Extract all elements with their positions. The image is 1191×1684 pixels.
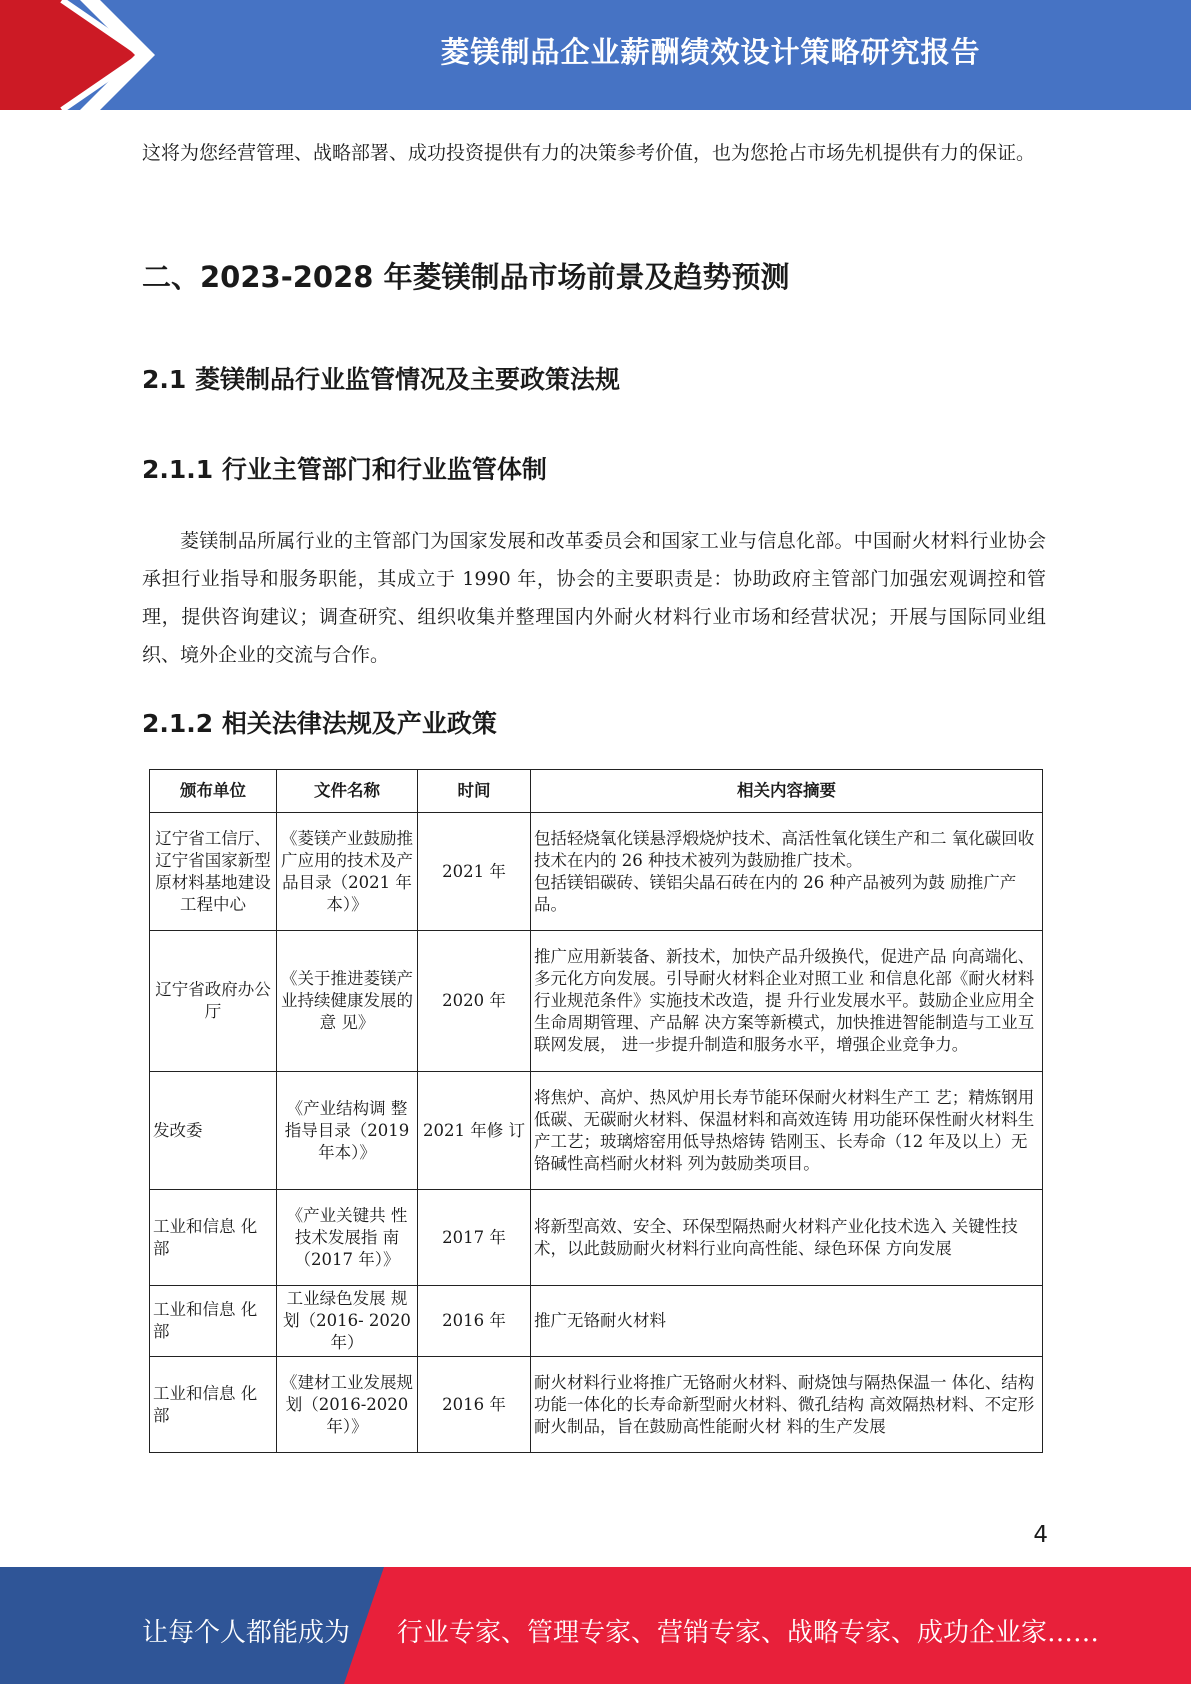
policy-table [149, 769, 1043, 1453]
cell-issuer: 工业和信息 化部 [150, 1357, 277, 1453]
intro-paragraph: 这将为您经营管理、战略部署、成功投资提供有力的决策参考价值，也为您抢占市场先机提供有力的保证。 [142, 142, 1036, 164]
table-row [150, 1357, 1043, 1453]
cell-document: 《关于推进菱镁产业持续健康发展的意 见》 [277, 931, 418, 1072]
cell-document: 《产业结构调 整指导目录（2019 年本）》 [277, 1072, 418, 1190]
footer-slogan-left: 让每个人都能成为 [142, 1618, 351, 1648]
cell-time: 2017 年 [418, 1190, 531, 1286]
section-2-1-2-heading: 2.1.2 相关法律法规及产业政策 [142, 709, 497, 738]
table-row [150, 1072, 1043, 1190]
column-header-summary: 相关内容摘要 [531, 770, 1043, 813]
column-header-issuer: 颁布单位 [150, 770, 277, 813]
cell-issuer: 工业和信息 化部 [150, 1286, 277, 1357]
cell-issuer: 发改委 [150, 1072, 277, 1190]
cell-summary: 推广应用新装备、新技术，加快产品升级换代，促进产品 向高端化、多元化方向发展。引导耐火材料企业对照工业 和信息化部《耐火材料行业规范条件》实施技术改造，提 升行业发展水平。鼓励企业应用全生命周期管理、产品解 决方案等新模式，加快推进智能制造与工业互联网发展， 进一步提升制造和服务水平，增强企业竞争力。 [531, 931, 1043, 1072]
table-row [150, 1286, 1043, 1357]
cell-summary: 耐火材料行业将推广无铬耐火材料、耐烧蚀与隔热保温一 体化、结构功能一体化的长寿命新型耐火材料、微孔结构 高效隔热材料、不定形耐火制品，旨在鼓励高性能耐火材 料的生产发展 [531, 1357, 1043, 1453]
cell-summary: 将新型高效、安全、环保型隔热耐火材料产业化技术选入 关键性技术，以此鼓励耐火材料行业向高性能、绿色环保 方向发展 [531, 1190, 1043, 1286]
page-header [0, 0, 1191, 110]
cell-document: 《菱镁产业鼓励推广应用的技术及产品目录（2021 年本）》 [277, 813, 418, 931]
cell-issuer: 工业和信息 化部 [150, 1190, 277, 1286]
column-header-time: 时间 [418, 770, 531, 813]
page-number: 4 [1033, 1522, 1048, 1548]
cell-document: 《建材工业发展规划（2016-2020 年）》 [277, 1357, 418, 1453]
footer-slogan-right: 行业专家、管理专家、营销专家、战略专家、成功企业家…… [397, 1618, 1100, 1648]
section-2-1-heading: 2.1 菱镁制品行业监管情况及主要政策法规 [142, 365, 620, 394]
table-header-row [150, 770, 1043, 813]
table-row [150, 813, 1043, 931]
cell-issuer: 辽宁省工信厅、辽宁省国家新型原材料基地建设工程中心 [150, 813, 277, 931]
cell-document: 工业绿色发展 规划（2016- 2020 年） [277, 1286, 418, 1357]
cell-time: 2021 年修 订 [418, 1072, 531, 1190]
section-2-1-1-heading: 2.1.1 行业主管部门和行业监管体制 [142, 455, 547, 484]
cell-summary: 包括轻烧氧化镁悬浮煅烧炉技术、高活性氧化镁生产和二 氧化碳回收技术在内的 26 种技术被列为鼓励推广技术。 包括镁铝碳砖、镁铝尖晶石砖在内的 26 种产品被列为鼓 励推广产品。 [531, 813, 1043, 931]
cell-issuer: 辽宁省政府办公厅 [150, 931, 277, 1072]
cell-time: 2016 年 [418, 1357, 531, 1453]
section-2-1-1-body: 菱镁制品所属行业的主管部门为国家发展和改革委员会和国家工业与信息化部。中国耐火材料行业协会承担行业指导和服务职能，其成立于 1990 年，协会的主要职责是：协助政府主管部门加强宏观调控和管理，提供咨询建议；调查研究、组织收集并整理国内外耐火材料行业市场和经营状况；开展与国际同业组织、境外企业的交流与合作。 [142, 530, 1046, 666]
cell-time: 2021 年 [418, 813, 531, 931]
report-title: 菱镁制品企业薪酬绩效设计策略研究报告 [440, 35, 981, 69]
cell-document: 《产业关键共 性技术发展指 南（2017 年）》 [277, 1190, 418, 1286]
table-row [150, 1190, 1043, 1286]
column-header-document: 文件名称 [277, 770, 418, 813]
cell-summary: 将焦炉、高炉、热风炉用长寿节能环保耐火材料生产工 艺；精炼钢用低碳、无碳耐火材料、保温材料和高效连铸 用功能环保性耐火材料生产工艺；玻璃熔窑用低导热熔铸 锆刚玉、长寿命（12 年及以上）无铬碱性高档耐火材料 列为鼓励类项目。 [531, 1072, 1043, 1190]
section-2-heading: 二、2023-2028 年菱镁制品市场前景及趋势预测 [142, 260, 790, 294]
cell-time: 2020 年 [418, 931, 531, 1072]
table-row [150, 931, 1043, 1072]
cell-time: 2016 年 [418, 1286, 531, 1357]
cell-summary: 推广无铬耐火材料 [531, 1286, 1043, 1357]
